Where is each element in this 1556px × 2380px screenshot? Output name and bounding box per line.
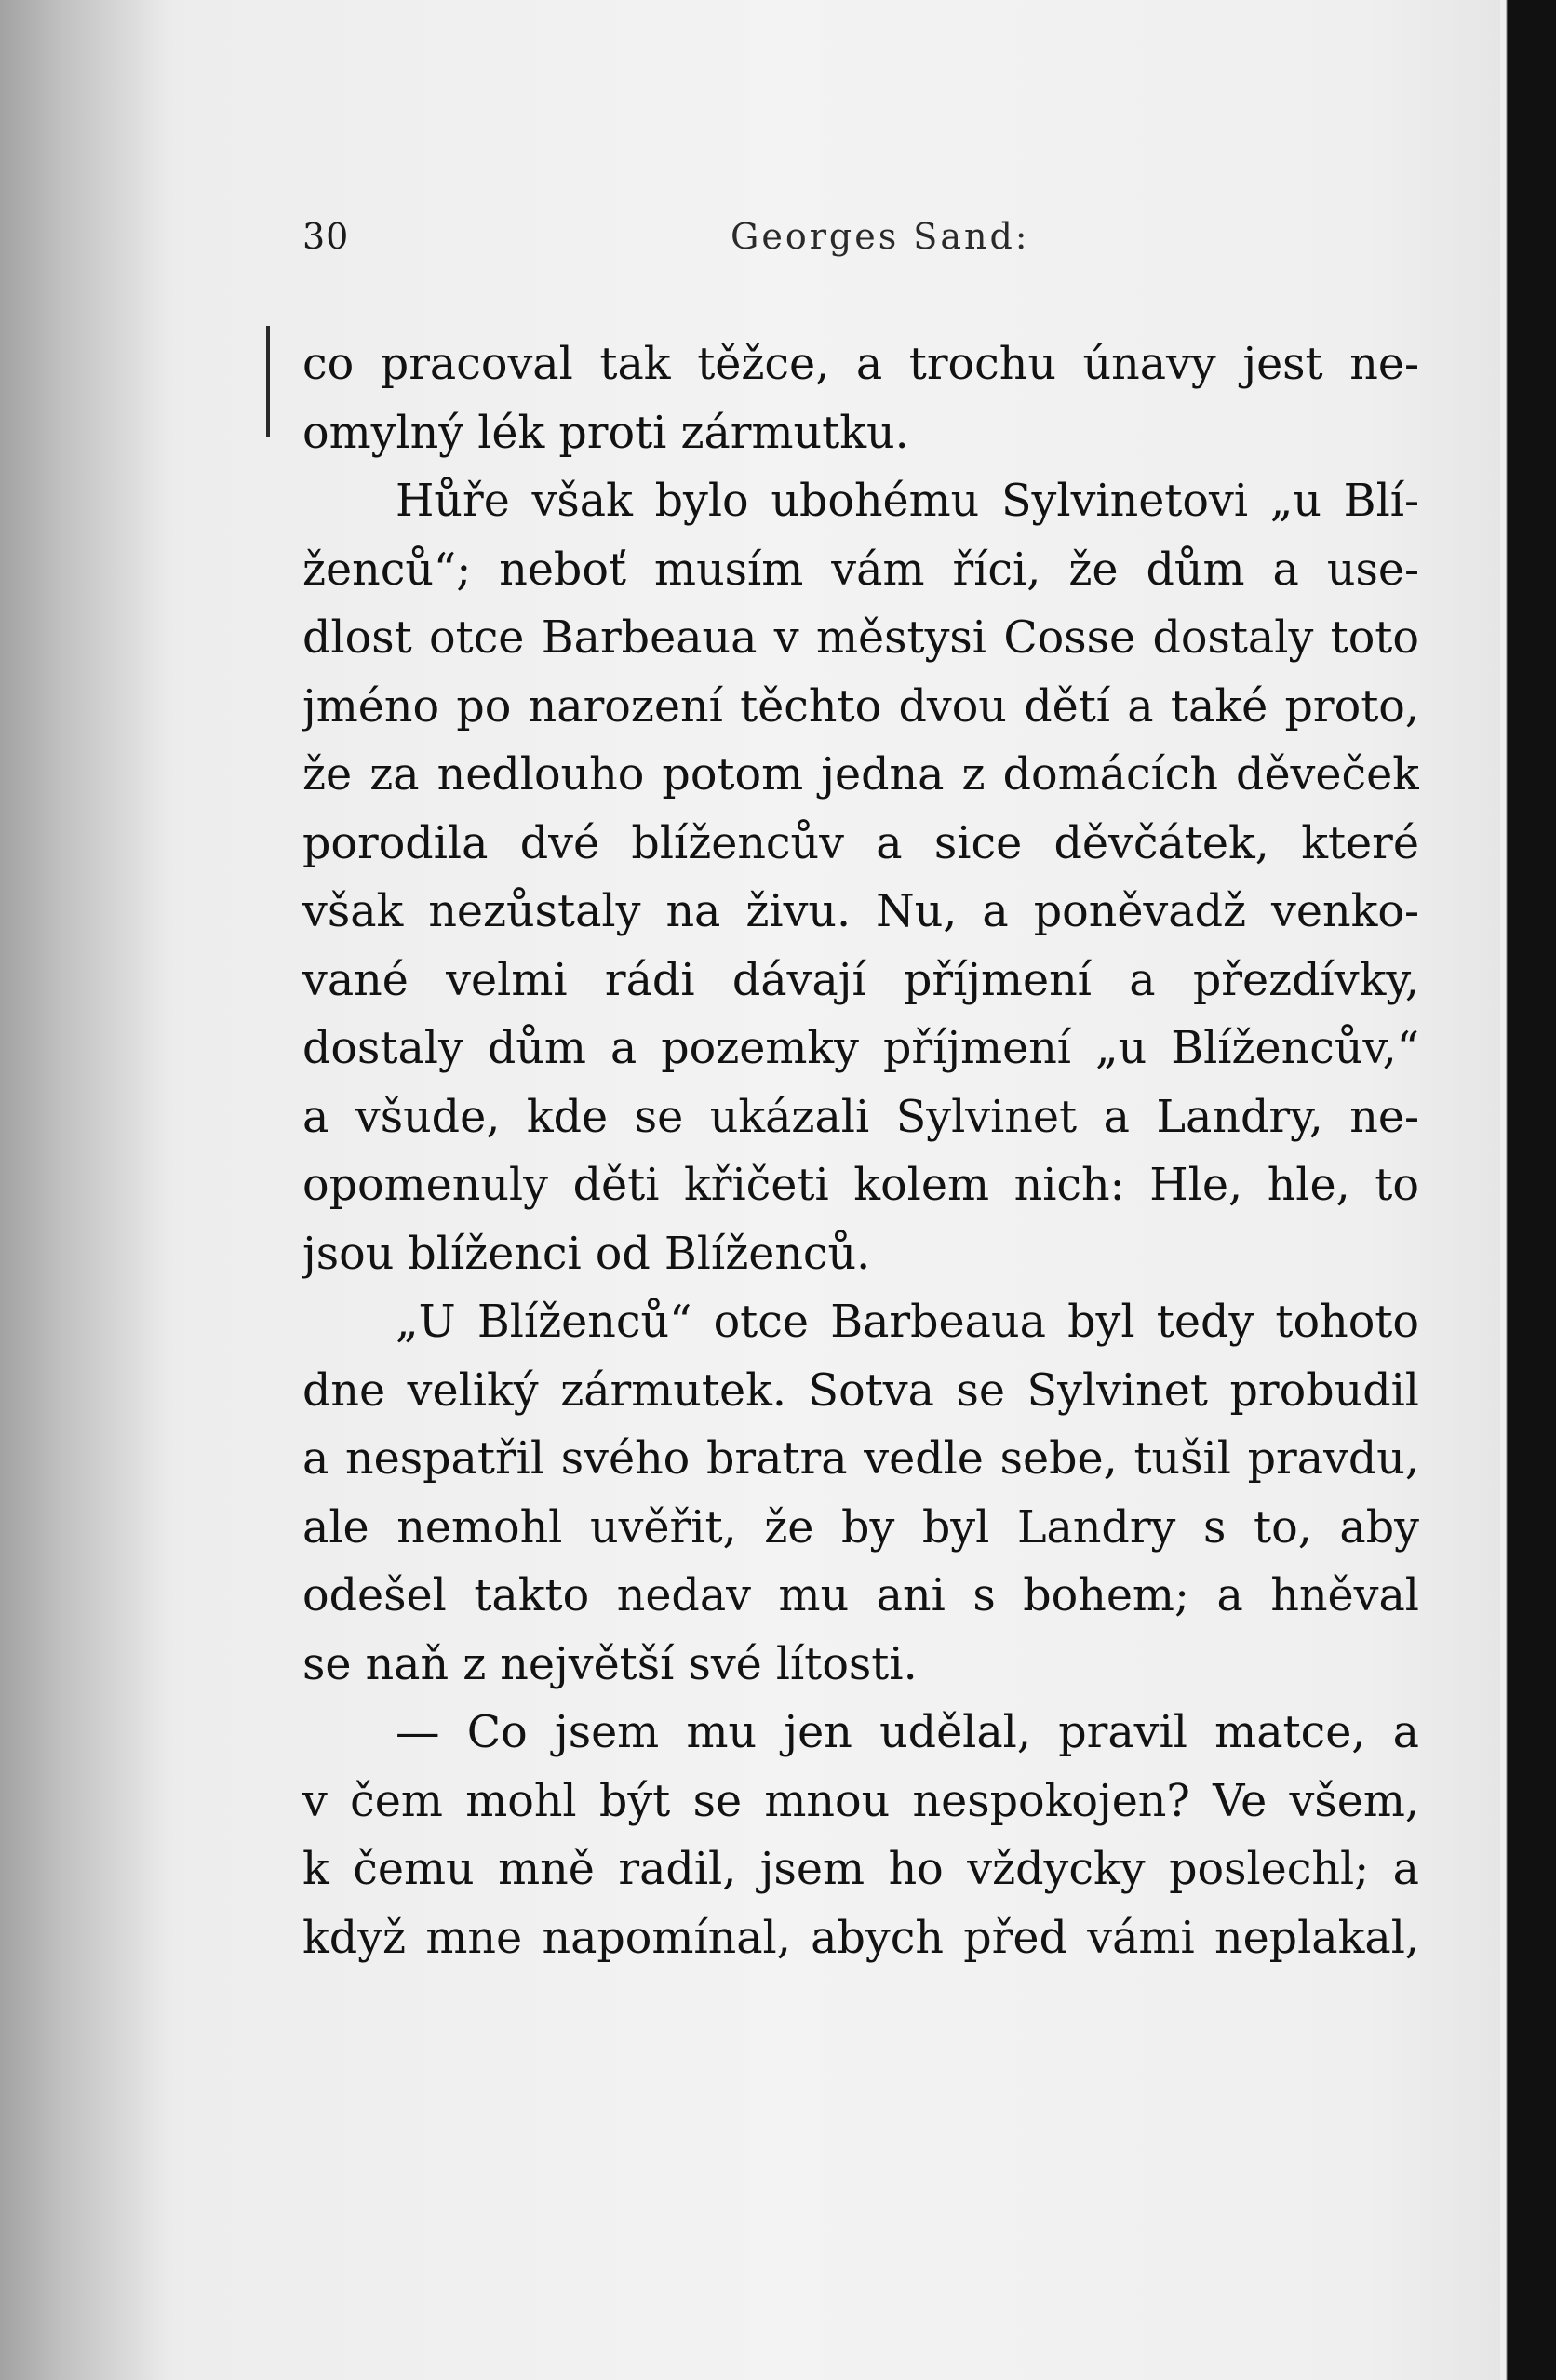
text-line: dne veliký zármutek. Sotva se Sylvinet probudil [302,1365,1419,1417]
text-line: omylný lék proti zármutku. [302,407,909,459]
text-line: však nezůstaly na živu. Nu, a poněvadž venko- [302,886,1419,937]
text-line: porodila dvé blížencův a sice děvčátek, které [302,817,1419,869]
page-number: 30 [302,216,350,257]
text-line: a nespatřil svého bratra vedle sebe, tušil pravdu, [302,1433,1419,1485]
text-line: ale nemohl uvěřit, že by byl Landry s to, aby [302,1501,1419,1553]
text-line: dlost otce Barbeaua v městysi Cosse dostaly toto [302,612,1419,664]
text-line: jsou blíženci od Blíženců. [302,1228,871,1280]
text-line: „U Blíženců“ otce Barbeaua byl tedy tohoto [396,1297,1419,1348]
text-line: že za nedlouho potom jedna z domácích děveček [302,749,1419,800]
text-line: v čem mohl být se mnou nespokojen? Ve všem, [302,1775,1419,1827]
text-line: — Co jsem mu jen udělal, pravil matce, a [396,1707,1419,1758]
text-line: opomenuly děti křičeti kolem nich: Hle, hle, to [302,1160,1419,1211]
body-text [302,330,1419,1972]
page-header [302,216,1419,272]
page-edge-shadow [1500,0,1556,2380]
running-head: Georges Sand: [731,216,1030,257]
text-line: Hůře však bylo ubohému Sylvinetovi „u Blí- [396,476,1419,527]
text-line: když mne napomínal, abych před vámi neplakal, [302,1912,1419,1964]
margin-mark [266,326,270,437]
text-line: k čemu mně radil, jsem ho vždycky poslechl; a [302,1844,1419,1895]
text-line: dostaly dům a pozemky příjmení „u Blížencův,“ [302,1023,1419,1074]
text-line: co pracoval tak těžce, a trochu únavy jest ne- [302,339,1419,390]
text-line: a všude, kde se ukázali Sylvinet a Landry, ne- [302,1091,1419,1143]
text-line: se naň z největší své lítosti. [302,1638,918,1690]
text-line: odešel takto nedav mu ani s bohem; a hněval [302,1570,1419,1621]
text-line: vané velmi rádi dávají příjmení a přezdívky, [302,954,1419,1006]
text-line: ženců“; neboť musím vám říci, že dům a use- [302,544,1419,596]
text-line: jméno po narození těchto dvou dětí a také proto, [302,680,1419,733]
